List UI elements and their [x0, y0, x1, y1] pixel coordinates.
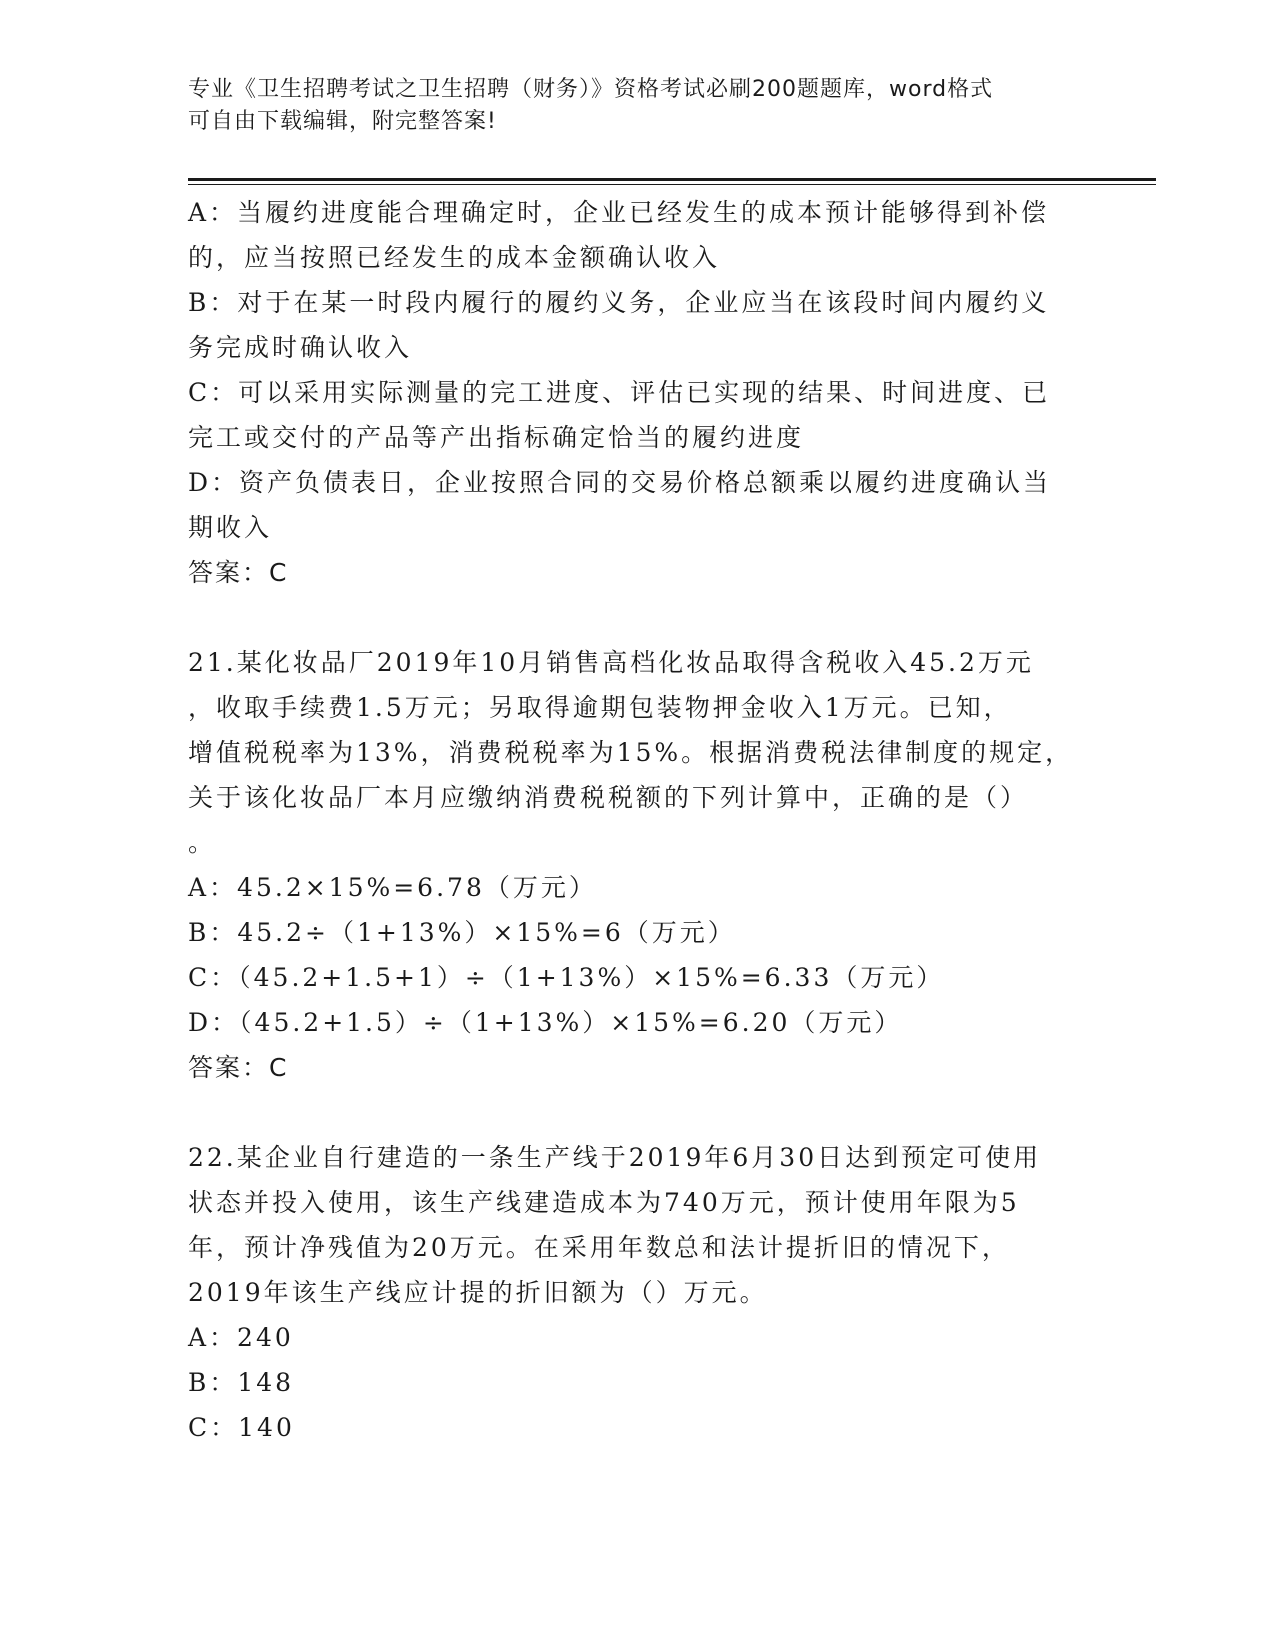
q21-option-d: D：（45.2+1.5）÷（1+13%）×15%=6.20（万元）: [188, 1008, 903, 1037]
spacer: [188, 595, 1088, 640]
q22-option-b: B：148: [188, 1368, 295, 1397]
question-20-options: [188, 190, 1088, 595]
spacer: [188, 1090, 1088, 1135]
question-22: [188, 1135, 1088, 1450]
header-line-2: 可自由下载编辑，附完整答案!: [188, 109, 497, 134]
q22-stem-line-2: 状态并投入使用，该生产线建造成本为740万元，预计使用年限为5: [188, 1188, 1020, 1217]
q21-answer: 答案：C: [188, 1053, 289, 1082]
q21-stem-line-4: 关于该化妆品厂本月应缴纳消费税税额的下列计算中，正确的是（）: [188, 783, 1029, 812]
q20-answer: 答案：C: [188, 558, 289, 587]
q21-stem-line-3: 增值税税率为13%，消费税税率为15%。根据消费税法律制度的规定，: [188, 738, 1074, 767]
q20-option-b-line-1: B：对于在某一时段内履行的履约义务，企业应当在该段时间内履约义: [188, 288, 1050, 317]
q21-stem-line-1: 21.某化妆品厂2019年10月销售高档化妆品取得含税收入45.2万元: [188, 648, 1034, 677]
header-divider-thick: [188, 178, 1156, 181]
q22-stem-line-4: 2019年该生产线应计提的折旧额为（）万元。: [188, 1278, 768, 1307]
q22-option-c: C：140: [188, 1413, 295, 1442]
header-divider-thin: [188, 184, 1156, 185]
q21-stem-line-2: ，收取手续费1.5万元；另取得逾期包装物押金收入1万元。已知，: [188, 693, 1012, 722]
q21-option-c: C：（45.2+1.5+1）÷（1+13%）×15%=6.33（万元）: [188, 963, 945, 992]
q21-option-a: A：45.2×15%=6.78（万元）: [188, 873, 597, 902]
header-line-1: 专业《卫生招聘考试之卫生招聘（财务）》资格考试必刷200题题库，word格式: [188, 77, 994, 102]
q22-stem-line-1: 22.某企业自行建造的一条生产线于2019年6月30日达到预定可使用: [188, 1143, 1042, 1172]
q22-option-a: A：240: [188, 1323, 294, 1352]
q21-stem-line-5: 。: [188, 828, 217, 857]
q20-option-c-line-1: C：可以采用实际测量的完工进度、评估已实现的结果、时间进度、已: [188, 378, 1051, 407]
document-header: [188, 74, 1068, 138]
q20-option-c-line-2: 完工或交付的产品等产出指标确定恰当的履约进度: [188, 423, 805, 452]
q20-option-d-line-1: D：资产负债表日，企业按照合同的交易价格总额乘以履约进度确认当: [188, 468, 1052, 497]
document-body: [188, 190, 1088, 1450]
q21-option-b: B：45.2÷（1+13%）×15%=6（万元）: [188, 918, 736, 947]
q20-option-a-line-1: A：当履约进度能合理确定时，企业已经发生的成本预计能够得到补偿: [188, 198, 1050, 227]
q20-option-a-line-2: 的，应当按照已经发生的成本金额确认收入: [188, 243, 721, 272]
q22-stem-line-3: 年，预计净残值为20万元。在采用年数总和法计提折旧的情况下，: [188, 1233, 1010, 1262]
q20-option-b-line-2: 务完成时确认收入: [188, 333, 413, 362]
question-21: [188, 640, 1088, 1090]
q20-option-d-line-2: 期收入: [188, 513, 273, 542]
